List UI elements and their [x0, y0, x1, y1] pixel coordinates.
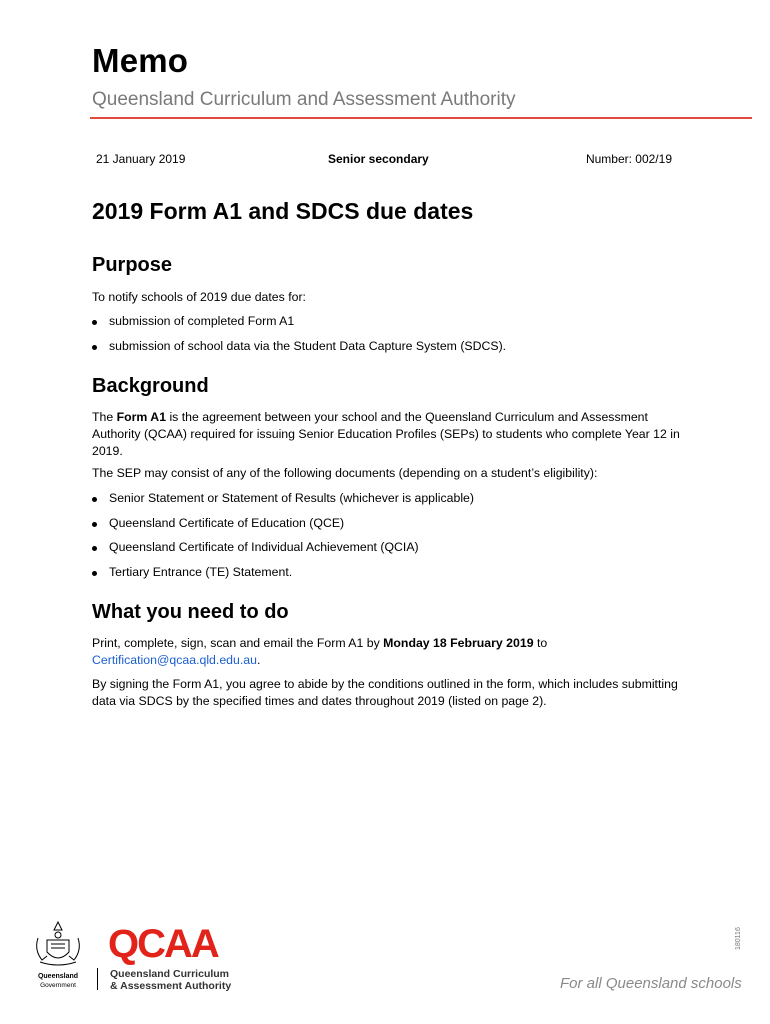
document-title: 2019 Form A1 and SDCS due dates — [92, 198, 474, 224]
organisation-name: Queensland Curriculum and Assessment Authority — [92, 89, 516, 110]
todo-paragraph-1: Print, complete, sign, scan and email the Form A1 by Monday 18 February 2019 to Certification@qcaa.qld.edu.au. — [92, 636, 548, 667]
list-item: Queensland Certificate of Education (QCE) — [92, 515, 692, 540]
memo-meta-row — [96, 152, 672, 168]
svg-text:Queensland: Queensland — [37, 973, 79, 980]
memo-number: Number: 002/19 — [585, 152, 672, 166]
bullet-icon — [92, 546, 97, 551]
background-paragraph-2: The SEP may consist of any of the following documents (depending on a student’s eligibility): — [92, 466, 598, 480]
bullet-icon — [92, 571, 97, 576]
qcaa-logo-subtitle: Queensland Curriculum & Assessment Authority — [110, 968, 232, 992]
list-item: submission of completed Form A1 — [92, 313, 692, 338]
svg-text:Government: Government — [40, 982, 76, 989]
list-item: submission of school data via the Student Data Capture System (SDCS). — [92, 338, 692, 363]
purpose-heading: Purpose — [92, 254, 173, 276]
list-item: Senior Statement or Statement of Results (whichever is applicable) — [92, 490, 692, 515]
header-divider — [90, 117, 752, 119]
bullet-icon — [92, 522, 97, 527]
background-heading: Background — [92, 375, 209, 397]
list-item: Tertiary Entrance (TE) Statement. — [92, 564, 692, 589]
purpose-list — [92, 313, 692, 362]
todo-paragraph-2: By signing the Form A1, you agree to abide by the conditions outlined in the form, which includes submitting data via SDCS by the specified times and dates throughout 2019 (listed on page 2). — [92, 677, 678, 708]
footer-tagline: For all Queensland schools — [560, 975, 742, 992]
bullet-icon — [92, 320, 97, 325]
queensland-government-crest-icon — [30, 918, 86, 992]
background-paragraph-1: The Form A1 is the agreement between your school and the Queensland Curriculum and Assessment Authority (QCAA) required for issuing Senior Education Profiles (SEPs) to students who complete Year 12 in 2019. — [92, 410, 680, 458]
footer-divider — [97, 968, 98, 990]
bullet-icon — [92, 497, 97, 502]
list-item: Queensland Certificate of Individual Achievement (QCIA) — [92, 539, 692, 564]
memo-title: Memo — [92, 42, 189, 79]
memo-category: Senior secondary — [328, 152, 429, 166]
memo-date: 21 January 2019 — [96, 152, 186, 166]
certification-email-link[interactable]: Certification@qcaa.qld.edu.au — [92, 653, 257, 667]
bullet-icon — [92, 345, 97, 350]
document-code: 180116 — [735, 927, 742, 950]
todo-heading: What you need to do — [92, 601, 289, 623]
qcaa-logo: QCAA — [108, 922, 218, 966]
sep-documents-list — [92, 490, 692, 588]
purpose-intro: To notify schools of 2019 due dates for: — [92, 290, 306, 304]
